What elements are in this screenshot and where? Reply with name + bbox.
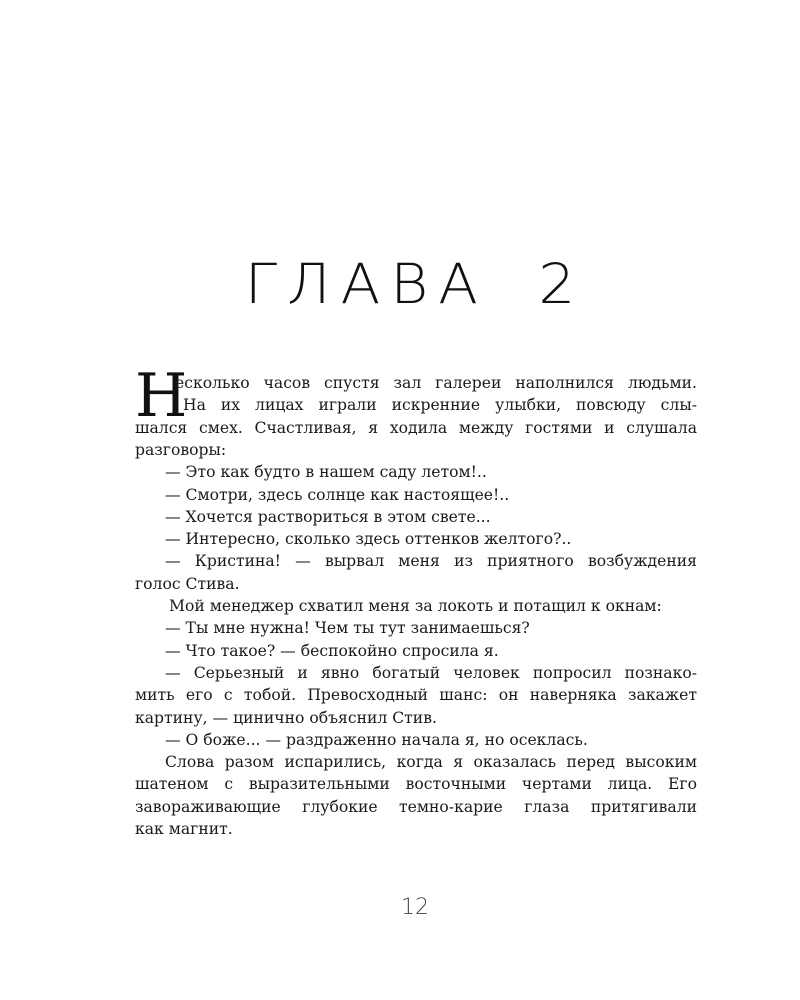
text-line: шался смех. Счастливая, я ходила между гостями и слушала [135,418,697,437]
dialogue-line: — Кристина! — вырвал меня из приятного возбуждения [165,552,697,571]
dialogue-line: — Серьезный и явно богатый человек попросил познако- [165,663,697,682]
text-line: голос Стива. [135,574,240,593]
text-line: мить его с тобой. Превосходный шанс: он наверняка закажет [135,686,697,705]
body-text [135,361,697,840]
text-line: есколько часов спустя зал галереи наполнился людьми. [175,374,697,392]
text-line: как магнит. [135,820,233,839]
drop-cap: Н [135,361,188,431]
paragraph-line: Слова разом испарились, когда я оказалась перед высоким [165,753,697,772]
text-line: завораживающие глубокие темно-карие глаза притягивали [135,797,697,816]
text-line: На их лицах играли искренние улыбки, повсюду слы- [183,396,697,415]
text-line: картину, — цинично объяснил Стив. [135,708,437,727]
dialogue-line: — О боже... — раздраженно начала я, но осеклась. [165,730,588,749]
text-line: шатеном с выразительными восточными чертами лица. Его [135,775,697,794]
paragraph-line: Мой менеджер схватил меня за локоть и потащил к окнам: [169,597,662,616]
dialogue-line: — Интересно, сколько здесь оттенков желтого?.. [165,530,572,549]
page-number: 12 [401,895,429,920]
dialogue-line: — Что такое? — беспокойно спросила я. [165,641,499,660]
dialogue-line: — Смотри, здесь солнце как настоящее!.. [165,485,510,504]
chapter-title: ГЛАВА 2 [244,251,586,317]
dialogue-line: — Ты мне нужна! Чем ты тут занимаешься? [165,619,530,638]
dialogue-line: — Хочется раствориться в этом свете... [165,507,491,526]
dialogue-line: — Это как будто в нашем саду летом!.. [165,463,487,482]
text-line: разговоры: [135,441,227,459]
opening-paragraph [135,361,697,439]
